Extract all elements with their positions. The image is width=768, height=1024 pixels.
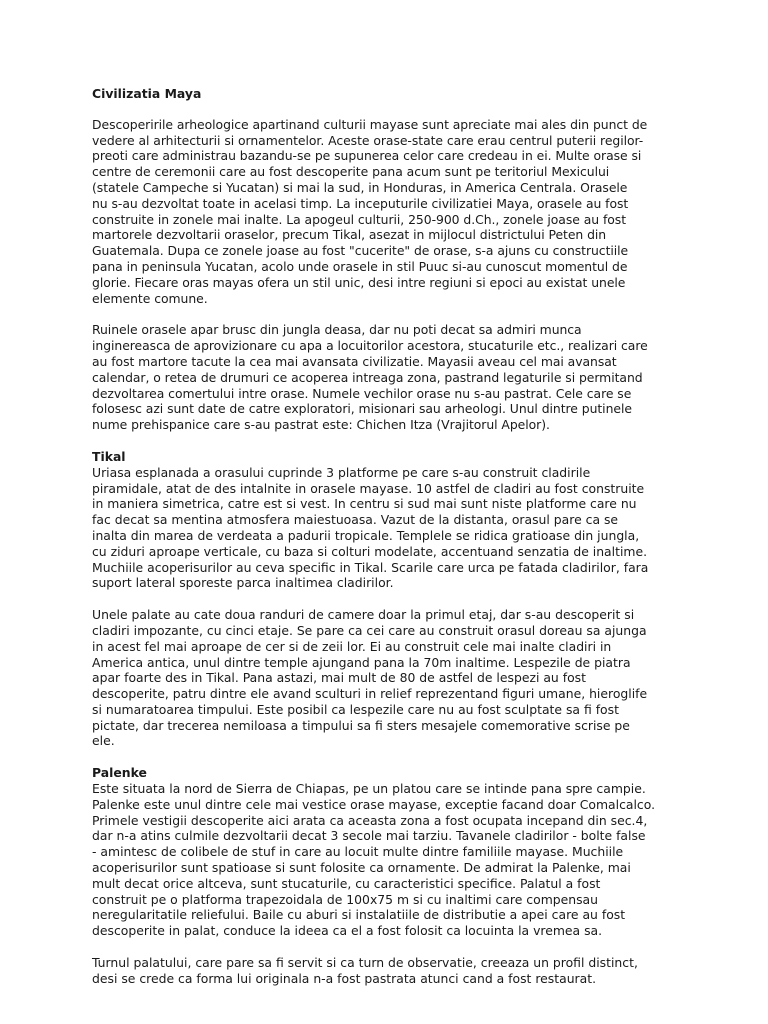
section-heading-palenke: Palenke: [92, 765, 147, 781]
tikal-paragraph-1: Uriasa esplanada a orasului cuprinde 3 platforme pe care s-au construit cladirile piramidale, atat de des intalnite in orasele mayase. 10 astfel de cladiri au fost construite in maniera simetrica, catre est si vest. In centru si sud mai sunt niste platforme care nu fac decat sa mentina atmosfera maiestuoasa. Vazut de la distanta, orasul pare ca se inalta din marea de verdeata a padurii tropicale. Templele se ridica gratioase din jungla, cu ziduri aproape verticale, cu baza si colturi modelate, accentuand senzatia de inaltime. Muchiile acoperisurilor au ceva specific in Tikal. Scarile care urca pe fatada cladirilor, fara suport lateral sporeste parca inaltimea cladirilor.: [92, 464, 649, 591]
tikal-paragraph-2: Unele palate au cate doua randuri de camere doar la primul etaj, dar s-au descoperit si cladiri impozante, cu cinci etaje. Se pare ca cei care au construit orasul doreau sa ajunga in acest fel mai aproape de cer si de zeii lor. Ei au construit cele mai inalte cladiri in America antica, unul dintre temple ajungand pana la 70m inaltime. Lespezile de piatra apar foarte des in Tikal. Pana astazi, mai mult de 80 de astfel de lespezi au fost descoperite, patru dintre ele avand sculturi in relief reprezentand figuri umane, hieroglife si numaratoarea timpului. Este posibil ca lespezile care nu au fost sculptate sa fi fost pictate, dar trecerea nemiloasa a timpului sa fi sters mesajele comemorative scrise pe ele.: [92, 607, 648, 749]
intro-paragraph-1: Descoperirile arheologice apartinand culturii mayase sunt apreciate mai ales din punct de vedere al arhitecturii si ornamentelor. Aceste orase-state care erau centrul puterii regilor- preoti care administrau bazandu-se pe supunerea celor care credeau in ei. Multe orase si centre de ceremonii care au fost descoperite pana acum sunt pe teritoriul Mexicului (statele Campeche si Yucatan) si mai la sud, in Honduras, in America Centrala. Orasele nu s-au dezvoltat toate in acelasi timp. La inceputurile civilizatiei Maya, orasele au fost construite in zonele mai inalte. La apogeul culturii, 250-900 d.Ch., zonele joase au fost martorele dezvoltarii oraselor, precum Tikal, asezat in mijlocul districtului Peten din Guatemala. Dupa ce zonele joase au fost "cucerite" de orase, s-a ajuns cu constructiile pana in peninsula Yucatan, acolo unde orasele in stil Puuc si-au cunoscut momentul de glorie. Fiecare oras mayas ofera un stil unic, desi intre regiuni si epoci au existat unele elemente comune.: [92, 116, 648, 306]
intro-paragraph-2: Ruinele orasele apar brusc din jungla deasa, dar nu poti decat sa admiri munca inginereasca de aprovizionare cu apa a locuitorilor acestora, stucaturile etc., realizari care au fost martore tacute la cea mai avansata civilizatie. Mayasii aveau cel mai avansat calendar, o retea de drumuri ce acoperea intreaga zona, pastrand legaturile si permitand dezvoltarea comertului intre orase. Numele vechilor orase nu s-au pastrat. Cele care se folosesc azi sunt date de catre exploratori, misionari sau arheologi. Unul dintre putinele nume prehispanice care s-au pastrat este: Chichen Itza (Vrajitorul Apelor).: [92, 322, 648, 433]
document-page: [92, 86, 692, 1003]
document-title: Civilizatia Maya: [92, 86, 202, 101]
palenke-paragraph-2: Turnul palatului, care pare sa fi servit si ca turn de observatie, creeaza un profil distinct, desi se crede ca forma lui originala n-a fost pastrata atunci cand a fost restaurat.: [92, 955, 638, 986]
section-heading-tikal: Tikal: [92, 448, 126, 464]
palenke-paragraph-1: Este situata la nord de Sierra de Chiapas, pe un platou care se intinde pana spre campie. Palenke este unul dintre cele mai vestice orase mayase, exceptie facand doar Comalcalco. Primele vestigii descoperite aici arata ca aceasta zona a fost ocupata incepand din sec.4, dar n-a atins culmile dezvoltarii decat 3 secole mai tarziu. Tavanele cladirilor - bolte false - amintesc de colibele de stuf in care au locuit multe dintre familiile mayase. Muchiile acoperisurilor sunt spatioase si sunt folosite ca ornamente. De admirat la Palenke, mai mult decat orice altceva, sunt stucaturile, cu caracteristici specifice. Palatul a fost construit pe o platforma trapezoidala de 100x75 m si cu inaltimi care compensau neregularitatile reliefului. Baile cu aburi si instalatiile de distributie a apei care au fost descoperite in palat, conduce la ideea ca el a fost folosit ca locuinta la vremea sa.: [92, 781, 656, 939]
